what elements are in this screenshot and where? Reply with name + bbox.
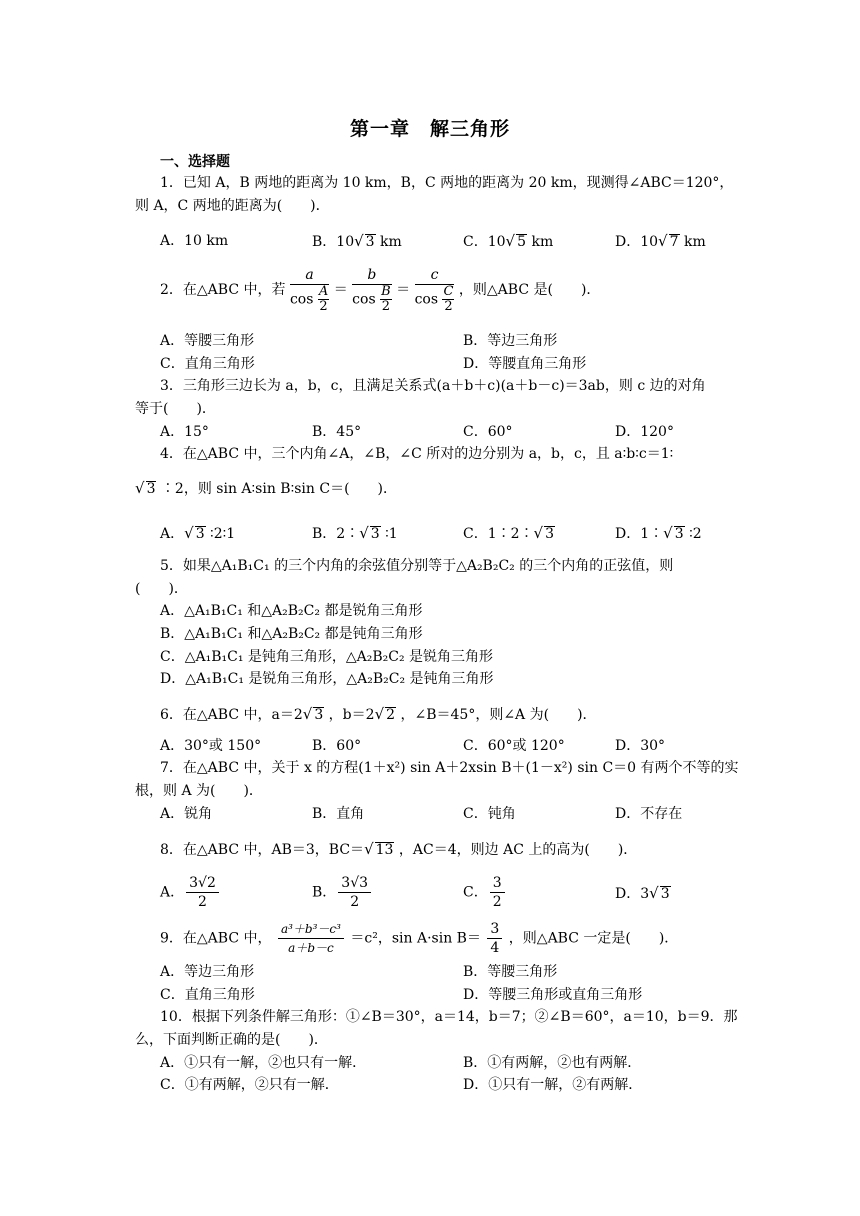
sqrt: 3 xyxy=(365,234,375,250)
option-c: C．直角三角形 xyxy=(160,356,255,372)
option-c: C．10√ 5 km xyxy=(463,232,554,250)
option-a: A．等腰三角形 xyxy=(160,333,255,349)
option-d: D．10√ 7 km xyxy=(615,232,706,250)
fraction: a cos $\frac{A}{2}$ xyxy=(289,267,329,314)
radical-sign: √ xyxy=(359,524,369,542)
question-4-text: 4．在△ABC 中，三个内角∠A，∠B，∠C 所对的边分别为 a，b，c，且 a∶b∶c＝1∶ xyxy=(160,446,674,462)
option-b: B．45° xyxy=(312,424,362,440)
question-7-text-cont: 根，则 A 为( )． xyxy=(135,783,263,799)
question-3-text: 3．三角形三边长为 a，b，c，且满足关系式(a＋b＋c)(a＋b－c)＝3ab，则 c 边的对角 xyxy=(160,378,706,394)
option-c: C．①有两解，②只有一解． xyxy=(160,1077,339,1093)
radical-sign: √ xyxy=(658,232,668,250)
fraction: b cos $\frac{B}{2}$ xyxy=(352,267,391,314)
question-6-text: 6．在△ABC 中，a＝2√ 3 ，b＝2√ 2 ，∠B＝45°，则∠A 为( )． xyxy=(160,705,597,723)
question-4-text-cont: √ 3 ∶2，则 sin A∶sin B∶sin C＝( )． xyxy=(135,479,397,497)
option-a: A．√ 3 ∶2∶1 xyxy=(160,524,236,542)
question-10-text: 10．根据下列条件解三角形：①∠B＝30°，a＝14，b＝7；②∠B＝60°，a＝10，b＝9．那 xyxy=(160,1009,738,1025)
radical-sign: √ xyxy=(135,479,145,497)
option-d: D．△A₁B₁C₁ 是锐角三角形，△A₂B₂C₂ 是钝角三角形 xyxy=(160,671,494,687)
option-b: B．10√ 3 km xyxy=(312,232,402,250)
sqrt: 3 xyxy=(660,886,670,902)
option-d: D．120° xyxy=(615,424,674,440)
radical-sign: √ xyxy=(302,705,313,723)
question-2-text: 2．在△ABC 中，若 a cos $\frac{A}{2}$ ＝ b cos $\frac{B}{2}$ ＝ c cos $\frac{C}{2}$ ，则△ABC 是( )． xyxy=(160,267,601,314)
option-c: C．钝角 xyxy=(463,806,516,822)
option-c: C．直角三角形 xyxy=(160,987,255,1003)
option-c: C．△A₁B₁C₁ 是钝角三角形，△A₂B₂C₂ 是锐角三角形 xyxy=(160,649,494,665)
radical-sign: √ xyxy=(364,840,374,858)
question-10-text-cont: 么，下面判断正确的是( )． xyxy=(135,1032,328,1048)
option-a: A．15° xyxy=(160,424,209,440)
sqrt: 3 xyxy=(195,526,205,542)
option-a: A．30°或 150° xyxy=(160,738,262,754)
sqrt: 13 xyxy=(375,842,394,858)
option-c: C．1∶2∶√ 3 xyxy=(463,524,555,542)
option-c: C． $\frac{3}{2}$ xyxy=(463,874,507,911)
sqrt: 2 xyxy=(386,707,396,723)
option-c: C．60°或 120° xyxy=(463,738,565,754)
option-a: A．锐角 xyxy=(160,806,213,822)
radical-sign: √ xyxy=(533,524,544,542)
question-8-text: 8．在△ABC 中，AB＝3，BC＝√ 13 ，AC＝4，则边 AC 上的高为( )． xyxy=(160,840,638,858)
option-b: B．60° xyxy=(312,738,362,754)
option-a: A．△A₁B₁C₁ 和△A₂B₂C₂ 都是锐角三角形 xyxy=(160,603,423,619)
option-a: A．10 km xyxy=(160,233,229,249)
option-b: B．等边三角形 xyxy=(463,333,558,349)
question-5-text: 5．如果△A₁B₁C₁ 的三个内角的余弦值分别等于△A₂B₂C₂ 的三个内角的正弦值，则 xyxy=(160,558,674,574)
option-d: D．不存在 xyxy=(615,806,683,822)
sqrt: 3 xyxy=(314,707,324,723)
sqrt: 3 xyxy=(370,526,380,542)
page-title: 第一章 解三角形 xyxy=(349,118,510,140)
option-d: D．等腰直角三角形 xyxy=(463,356,587,372)
question-7-text: 7．在△ABC 中，关于 x 的方程(1＋x²) sin A＋2xsin B＋(1－x²) sin C＝0 有两个不等的实 xyxy=(160,760,739,776)
option-c: C．60° xyxy=(463,424,513,440)
option-a: A． $\frac{3√2}{2}$ xyxy=(160,874,221,911)
sqrt: 3 xyxy=(146,481,156,497)
option-b: B． $\frac{3√3}{2}$ xyxy=(312,874,373,911)
radical-sign: √ xyxy=(663,524,673,542)
sqrt: 7 xyxy=(669,234,679,250)
option-a: A．等边三角形 xyxy=(160,964,255,980)
radical-sign: √ xyxy=(374,705,385,723)
option-d: D．3√ 3 xyxy=(615,884,670,902)
option-b: B．2∶√ 3 ∶1 xyxy=(312,524,398,542)
option-d: D．①只有一解，②有两解． xyxy=(463,1077,643,1093)
section-heading: 一、选择题 xyxy=(160,154,230,170)
radical-sign: √ xyxy=(505,232,516,250)
option-b: B．△A₁B₁C₁ 和△A₂B₂C₂ 都是钝角三角形 xyxy=(160,626,423,642)
sqrt: 3 xyxy=(545,526,555,542)
question-9-text: 9．在△ABC 中， $\frac{\text{a³＋b³－c³}}{a+b-c}$ ＝c²，sin A·sin B＝ $\frac{3}{4}$ ，则△ABC 一定是( )． xyxy=(160,921,679,956)
option-b: B．等腰三角形 xyxy=(463,964,558,980)
option-b: B．直角 xyxy=(312,806,365,822)
sqrt: 5 xyxy=(517,234,527,250)
option-a: A．①只有一解，②也只有一解． xyxy=(160,1055,367,1071)
option-d: D．1∶√ 3 ∶2 xyxy=(615,524,702,542)
question-5-text-cont: ( )． xyxy=(135,581,188,597)
fraction: c cos $\frac{C}{2}$ xyxy=(414,267,454,314)
radical-sign: √ xyxy=(184,524,194,542)
option-d: D．30° xyxy=(615,738,666,754)
option-b: B．①有两解，②也有两解． xyxy=(463,1055,642,1071)
radical-sign: √ xyxy=(354,232,364,250)
question-3-text-cont: 等于( )． xyxy=(135,401,216,417)
question-1-text: 1．已知 A，B 两地的距离为 10 km，B，C 两地的距离为 20 km，现测得∠ABC＝120°， xyxy=(160,175,734,191)
sqrt: 3 xyxy=(674,526,684,542)
option-d: D．等腰三角形或直角三角形 xyxy=(463,987,643,1003)
radical-sign: √ xyxy=(649,884,659,902)
question-1-text-cont: 则 A，C 两地的距离为( )． xyxy=(135,198,330,214)
